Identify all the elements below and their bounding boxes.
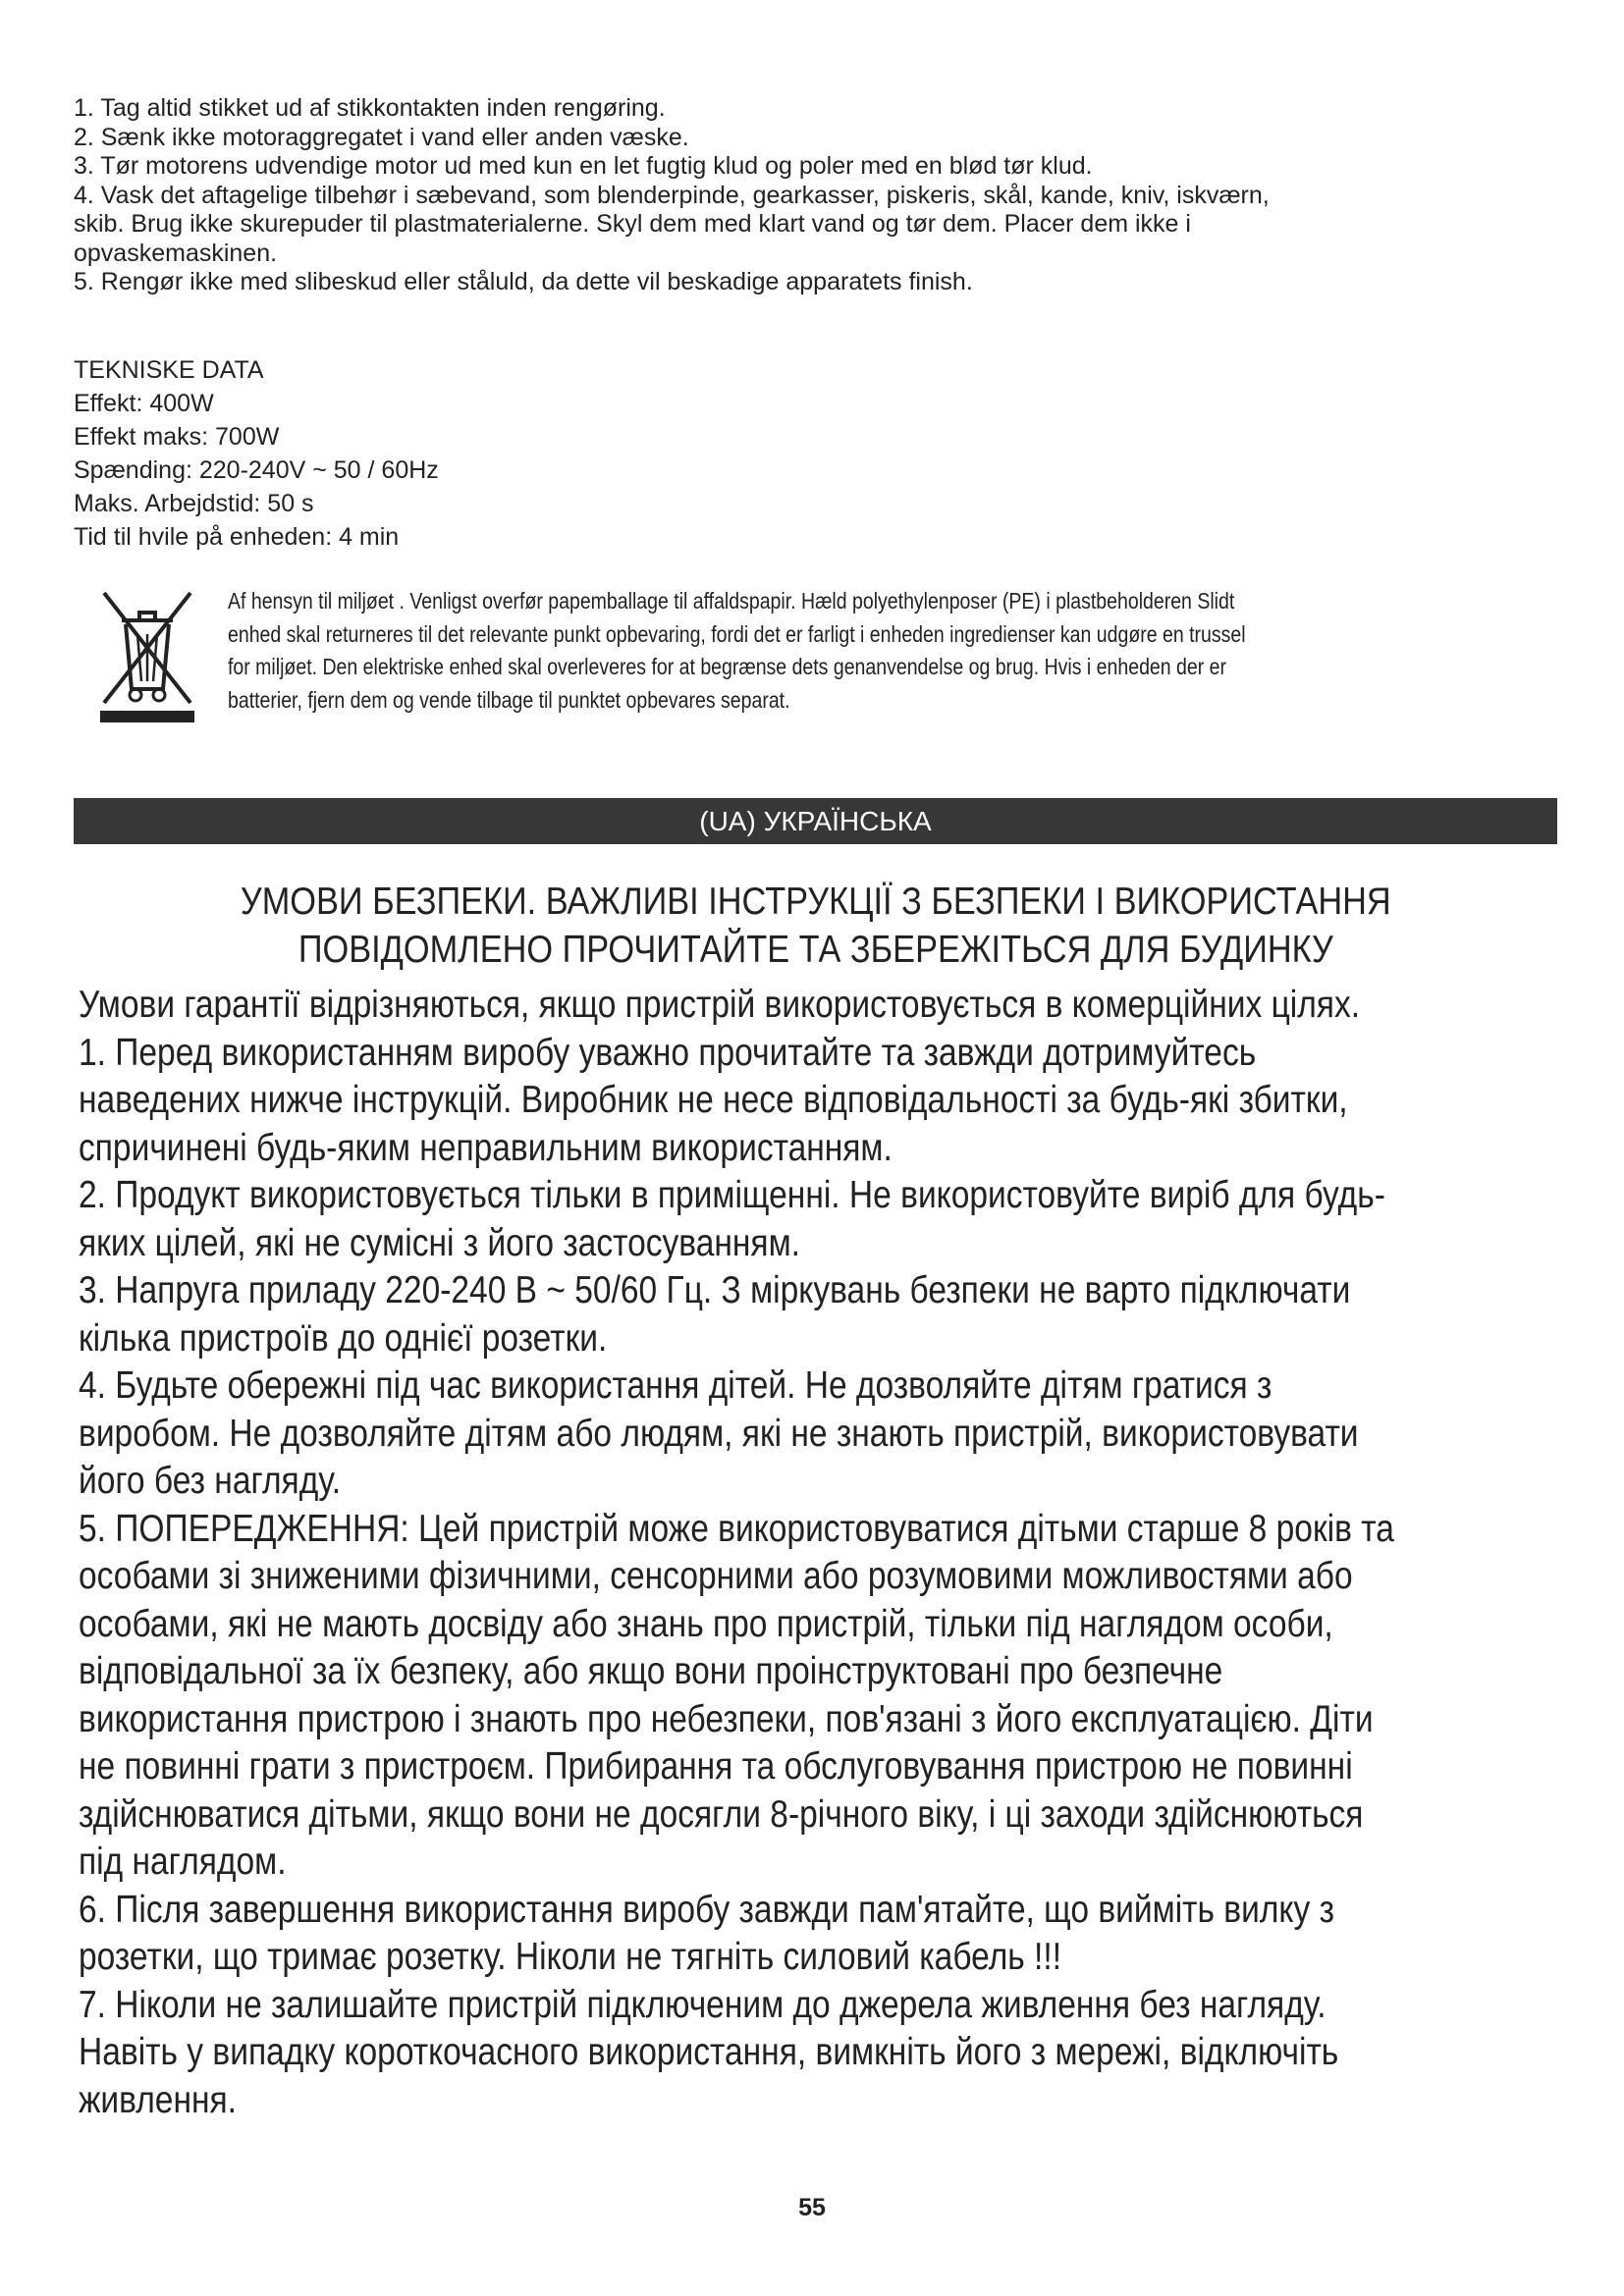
crossed-out-wheelie-bin-icon	[100, 587, 194, 724]
instruction-line: 6. Після завершення використання виробу завжди пам'ятайте, що вийміть вилку з	[79, 1888, 1334, 1931]
instruction-line: яких цілей, які не сумісні з його застосуванням.	[79, 1221, 800, 1264]
environment-notice	[228, 585, 1295, 717]
care-line: 5. Rengør ikke med slibeskud eller ståluld, da dette vil beskadige apparatets finish.	[74, 268, 973, 295]
care-line: 4. Vask det aftagelige tilbehør i sæbevand, som blenderpinde, gearkasser, piskeris, skål, kande, kniv, iskværn,	[74, 181, 1270, 209]
instruction-line: кілька пристроїв до однієї розетки.	[79, 1316, 608, 1360]
instruction-line: 5. ПОПЕРЕДЖЕННЯ: Цей пристрій може використовуватися дітьми старше 8 років та	[79, 1507, 1394, 1550]
tech-line: Tid til hvile på enheden: 4 min	[74, 523, 400, 551]
notice-line: batterier, fjern dem og vende tilbage til punktet opbevares separat.	[228, 686, 790, 713]
instruction-line: особами зі зниженими фізичними, сенсорними або розумовими можливостями або	[79, 1555, 1353, 1597]
instruction-line: живлення.	[79, 2078, 237, 2121]
care-line: skib. Brug ikke skurepuder til plastmaterialerne. Skyl dem med klart vand og tør dem. Placer dem ikke i	[74, 210, 1191, 238]
tech-line: Effekt maks: 700W	[74, 423, 280, 451]
instruction-line: Навіть у випадку короткочасного використання, вимкніть його з мережі, відключіть	[79, 2031, 1339, 2073]
instruction-line: спричинені будь-яким неправильним використанням.	[79, 1126, 893, 1169]
care-line: 1. Tag altid stikket ud af stikkontakten inden rengøring.	[74, 94, 666, 122]
instruction-line: Умови гарантії відрізняються, якщо пристрій використовується в комерційних цілях.	[79, 984, 1361, 1026]
instruction-line: виробом. Не дозволяйте дітям або людям, які не знають пристрій, використовувати	[79, 1412, 1359, 1455]
page-number: 55	[798, 2194, 826, 2221]
instruction-line: під наглядом.	[79, 1841, 287, 1883]
instruction-line: наведених нижче інструкцій. Виробник не несе відповідальності за будь-які збитки,	[79, 1079, 1348, 1121]
technical-data	[74, 353, 439, 554]
notice-line: Af hensyn til miljøet . Venligst overfør papemballage til affaldspapir. Hæld polyethylenposer (PE) i plastbeholderen Slidt	[228, 588, 1235, 614]
instruction-line: не повинні грати з пристроєм. Прибирання та обслуговування пристрою не повинні	[79, 1745, 1353, 1788]
instruction-line: його без нагляду.	[79, 1460, 342, 1502]
instruction-line: 1. Перед використанням виробу уважно прочитайте та завжди дотримуйтесь	[79, 1031, 1257, 1074]
care-line: 3. Tør motorens udvendige motor ud med kun en let fugtig klud og poler med en blød tør klud.	[74, 152, 1093, 180]
tech-line: Effekt: 400W	[74, 390, 214, 417]
cleaning-instructions	[74, 94, 1527, 297]
title-line: УМОВИ БЕЗПЕКИ. ВАЖЛИВІ ІНСТРУКЦІЇ З БЕЗПЕКИ І ВИКОРИСТАННЯ	[240, 881, 1391, 923]
instruction-line: 2. Продукт використовується тільки в приміщенні. Не використовуйте виріб для будь-	[79, 1174, 1385, 1216]
language-section-header: (UA) УКРАЇНСЬКА	[74, 798, 1557, 844]
notice-line: enhed skal returneres til det relevante punkt opbevaring, fordi det er farligt i enheden ingredienser kan udgøre en trussel	[228, 620, 1246, 647]
instruction-line: відповідальної за їх безпеку, або якщо вони проінструктовані про безпечне	[79, 1650, 1223, 1692]
safety-title	[74, 878, 1557, 974]
safety-instructions	[79, 982, 1514, 2124]
notice-line: for miljøet. Den elektriske enhed skal overleveres for at begrænse dets genanvendelse og brug. Hvis i enheden der er	[228, 654, 1226, 679]
instruction-line: використання пристрою і знають про небезпеки, пов'язані з його експлуатацією. Діти	[79, 1697, 1374, 1740]
instruction-line: особами, які не мають досвіду або знань про пристрій, тільки під наглядом особи,	[79, 1602, 1333, 1645]
instruction-line: 7. Ніколи не залишайте пристрій підключеним до джерела живлення без нагляду.	[79, 1983, 1326, 2026]
technical-data-heading: TEKNISKE DATA	[74, 356, 264, 384]
instruction-line: здійснюватися дітьми, якщо вони не досягли 8-річного віку, і ці заходи здійснюються	[79, 1792, 1364, 1836]
instruction-line: 4. Будьте обережні під час використання дітей. Не дозволяйте дітям гратися з	[79, 1364, 1272, 1407]
tech-line: Maks. Arbejdstid: 50 s	[74, 490, 314, 517]
care-line: opvaskemaskinen.	[74, 239, 278, 267]
instruction-line: 3. Напруга приладу 220-240 В ~ 50/60 Гц. З міркувань безпеки не варто підключати	[79, 1269, 1351, 1311]
title-line: ПОВІДОМЛЕНО ПРОЧИТАЙТЕ ТА ЗБЕРЕЖІТЬСЯ ДЛЯ БУДИНКУ	[298, 929, 1333, 971]
care-line: 2. Sænk ikke motoraggregatet i vand eller anden væske.	[74, 123, 689, 151]
instruction-line: розетки, що тримає розетку. Ніколи не тягніть силовий кабель !!!	[79, 1936, 1062, 1978]
tech-line: Spænding: 220-240V ~ 50 / 60Hz	[74, 456, 439, 484]
